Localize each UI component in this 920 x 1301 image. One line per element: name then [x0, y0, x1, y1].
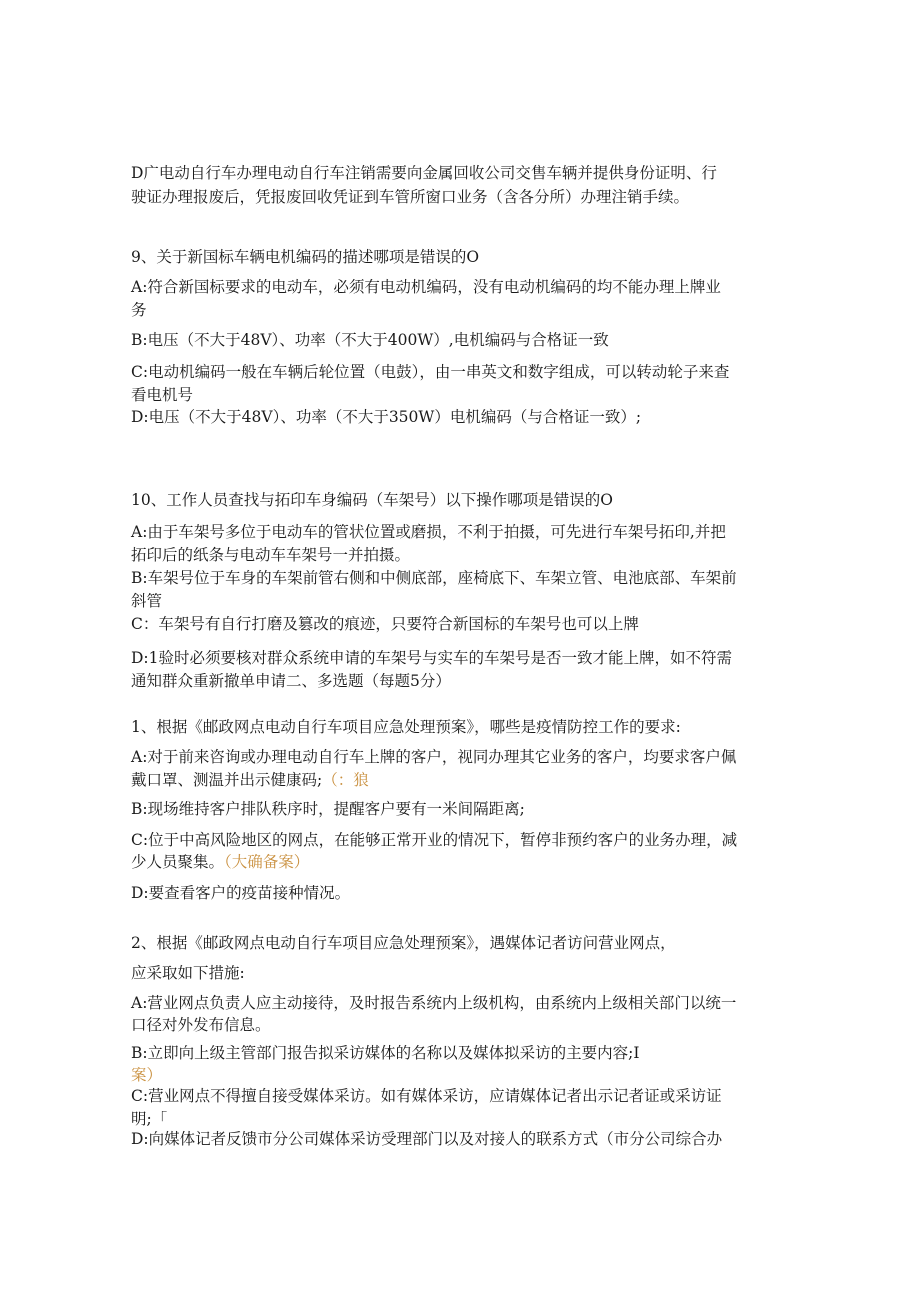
text-line	[131, 746, 796, 768]
text-line	[131, 962, 796, 984]
line-text: A:对于前来咨询或办理电动自行车上牌的客户，视同办理其它业务的客户，均要求客户佩	[131, 748, 737, 766]
line-text: 拓印后的纸条与电动车车架号一并拍摄。	[131, 546, 411, 564]
line-text: A:营业网点负责人应主动接待，及时报告系统内上级机构，由系统内上级相关部门以统一	[131, 994, 737, 1012]
handwritten-annotation: （：狼	[322, 771, 369, 789]
line-text: C:营业网点不得擅自接受媒体采访。如有媒体采访，应请媒体记者出示记者证或采访证	[131, 1087, 722, 1105]
text-line	[131, 521, 796, 543]
text-line	[131, 670, 796, 692]
text-line	[131, 186, 796, 208]
line-text: D广电动自行车办理电动自行车注销需要向金属回收公司交售车辆并提供身份证明、行	[131, 164, 717, 182]
line-text: B:电压（不大于48V）、功率（不大于400W）,电机编码与合格证一致	[131, 331, 609, 349]
line-text: D:1验时必须要核对群众系统申请的车架号与实车的车架号是否一致才能上牌，如不符需	[131, 649, 733, 667]
line-text: 明;「	[131, 1110, 168, 1128]
line-text: 通知群众重新撤单申请二、多选题（每题5分）	[131, 672, 451, 690]
line-text: C:位于中高风险地区的网点，在能够正常开业的情况下，暂停非预约客户的业务办理，减	[131, 831, 738, 849]
text-line	[131, 613, 796, 635]
text-line	[131, 361, 796, 383]
line-text: 驶证办理报废后，凭报废回收凭证到车管所窗口业务（含各分所）办理注销手续。	[131, 188, 690, 206]
line-text: B:立即向上级主管部门报告拟采访媒体的名称以及媒体拟采访的主要内容;I	[131, 1044, 640, 1062]
text-line	[131, 647, 796, 669]
text-line	[131, 1042, 796, 1064]
text-line	[131, 851, 796, 873]
line-text: B:现场维持客户排队秩序时，提醒客户要有一米间隔距离;	[131, 800, 525, 818]
handwritten-annotation: （大确备案）	[224, 853, 310, 871]
handwritten-annotation: 案）	[131, 1066, 163, 1084]
text-line	[131, 590, 796, 612]
text-line	[131, 769, 796, 791]
text-line	[131, 1014, 796, 1036]
text-line	[131, 276, 796, 298]
text-line	[131, 932, 796, 954]
line-text: 1、根据《邮政网点电动自行车项目应急处理预案》，哪些是疫情防控工作的要求:	[131, 718, 681, 736]
line-text: 戴口罩、测温并出示健康码;	[131, 771, 323, 789]
line-text: 看电机号	[131, 386, 194, 404]
text-line	[131, 829, 796, 851]
line-text: A:符合新国标要求的电动车，必须有电动机编码，没有电动机编码的均不能办理上牌业	[131, 278, 721, 296]
line-text: 2、根据《邮政网点电动自行车项目应急处理预案》，遇媒体记者访问营业网点，	[131, 934, 676, 952]
text-line	[131, 1128, 796, 1150]
line-text: 务	[131, 301, 147, 319]
text-line	[131, 299, 796, 321]
line-text: D:向媒体记者反馈市分公司媒体采访受理部门以及对接人的联系方式（市分公司综合办	[131, 1130, 723, 1148]
line-text: C:电动机编码一般在车辆后轮位置（电鼓），由一串英文和数字组成，可以转动轮子来查	[131, 363, 730, 381]
text-line	[131, 246, 796, 268]
line-text: A:由于车架号多位于电动车的管状位置或磨损，不利于拍摄，可先进行车架号拓印,并把	[131, 523, 726, 541]
text-line	[131, 1085, 796, 1107]
text-line	[131, 162, 796, 184]
text-line	[131, 567, 796, 589]
text-line	[131, 489, 796, 511]
line-text: 口径对外发布信息。	[131, 1016, 271, 1034]
line-text: C：车架号有自行打磨及篡改的痕迹，只要符合新国标的车架号也可以上牌	[131, 615, 639, 633]
line-text: 斜管	[131, 592, 163, 610]
line-text: 9、关于新国标车辆电机编码的描述哪项是错误的O	[131, 248, 480, 266]
text-line	[131, 1108, 796, 1130]
text-line	[131, 406, 796, 428]
text-line	[131, 882, 796, 904]
line-text: 10、工作人员查找与拓印车身编码（车架号）以下操作哪项是错误的O	[131, 491, 613, 509]
line-text: B:车架号位于车身的车架前管右侧和中侧底部，座椅底下、车架立管、电池底部、车架前	[131, 569, 737, 587]
line-text: 少人员聚集。	[131, 853, 225, 871]
text-line	[131, 1064, 796, 1086]
text-line	[131, 329, 796, 351]
text-line	[131, 384, 796, 406]
text-line	[131, 798, 796, 820]
text-line	[131, 716, 796, 738]
text-line	[131, 992, 796, 1014]
line-text: 应采取如下措施:	[131, 964, 245, 982]
line-text: D:电压（不大于48V）、功率（不大于350W）电机编码（与合格证一致）;	[131, 408, 642, 426]
line-text: D:要查看客户的疫苗接种情况。	[131, 884, 351, 902]
text-line	[131, 544, 796, 566]
